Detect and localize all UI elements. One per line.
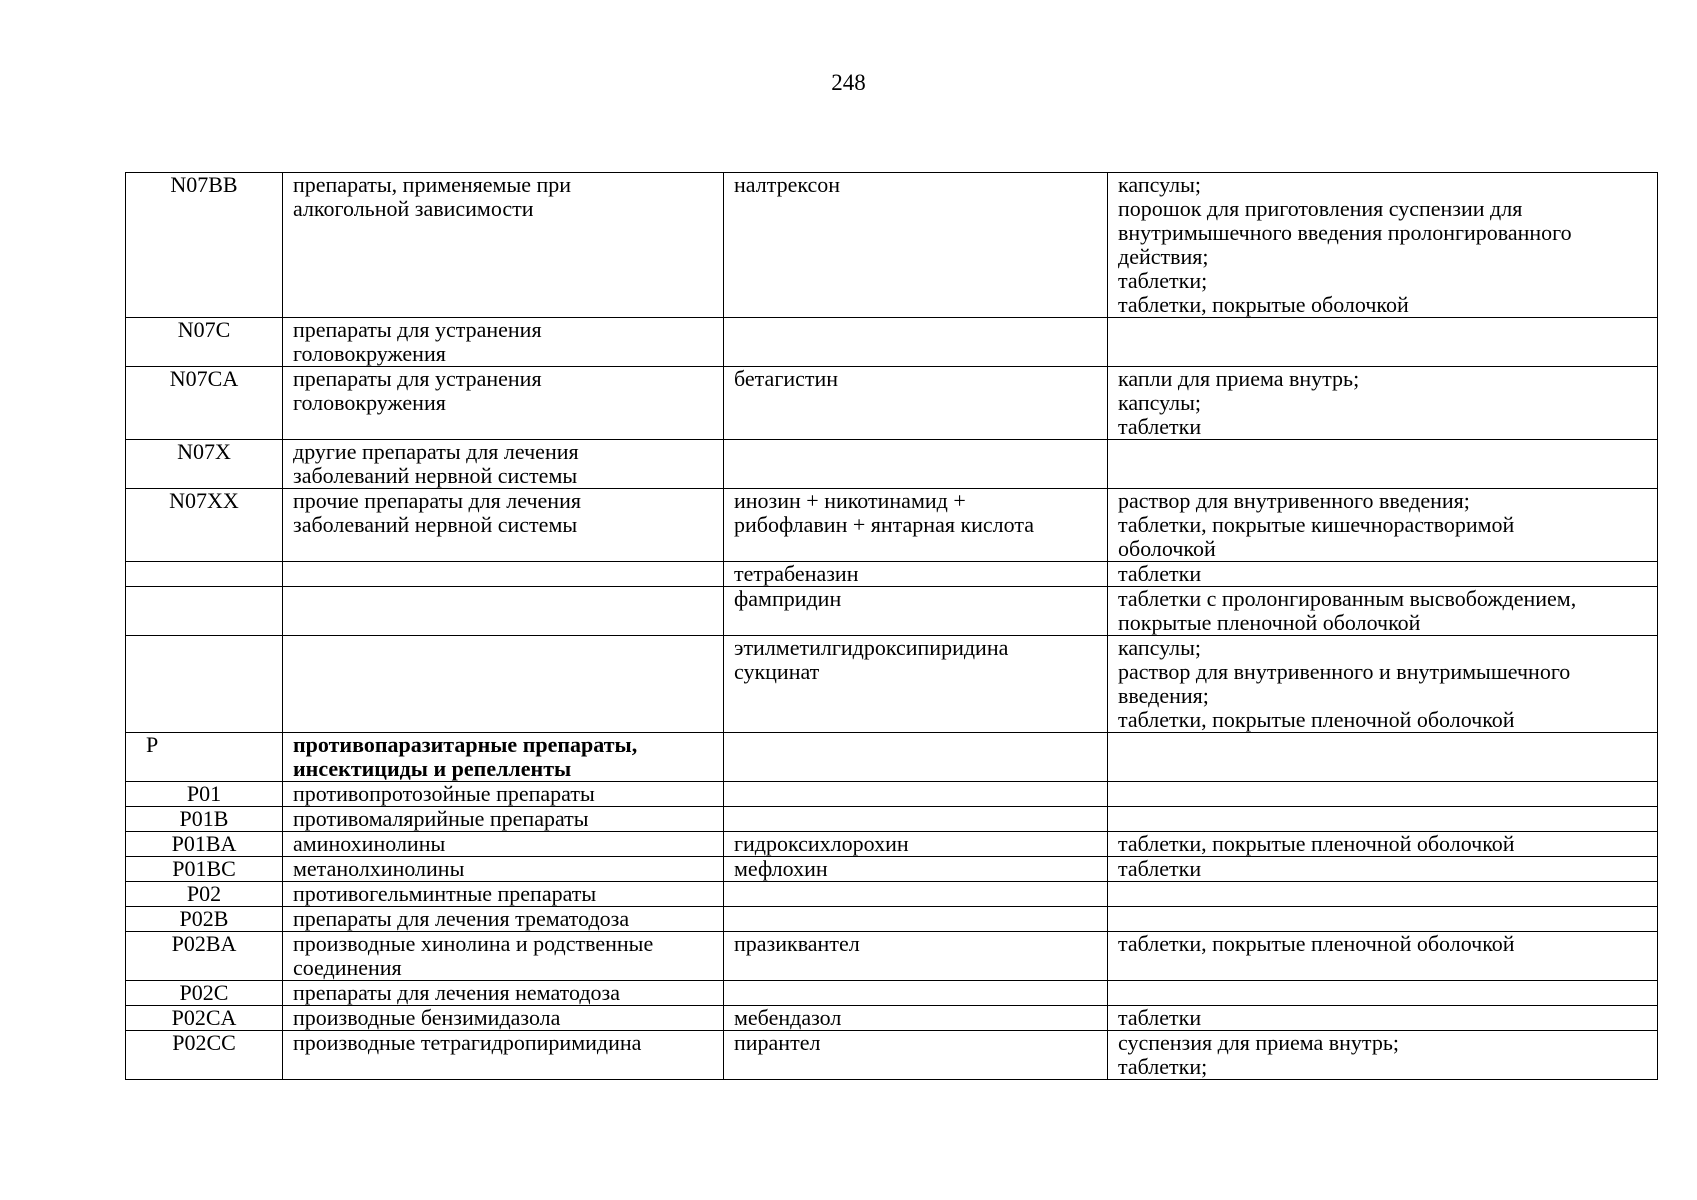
drug-name-cell (724, 907, 1108, 932)
atc-code-cell: P01B (126, 807, 283, 832)
anatomical-therapeutic-group-cell (283, 636, 724, 733)
drug-name-cell: фампридин (724, 587, 1108, 636)
atc-code-cell: N07CA (126, 367, 283, 440)
table-row (126, 367, 1658, 440)
table-row (126, 587, 1658, 636)
anatomical-therapeutic-group-cell: препараты для устранения головокружения (283, 367, 724, 440)
dosage-forms-cell (1108, 733, 1658, 782)
dosage-forms-cell (1108, 807, 1658, 832)
dosage-forms-cell (1108, 882, 1658, 907)
anatomical-therapeutic-group-cell: противопротозойные препараты (283, 782, 724, 807)
anatomical-therapeutic-group-cell (283, 587, 724, 636)
table-row (126, 318, 1658, 367)
atc-code-cell: P02CC (126, 1031, 283, 1080)
table-row (126, 782, 1658, 807)
table-row (126, 733, 1658, 782)
atc-code-cell: N07X (126, 440, 283, 489)
atc-code-cell: P02BA (126, 932, 283, 981)
atc-code-cell: N07BB (126, 173, 283, 318)
dosage-forms-cell: таблетки (1108, 562, 1658, 587)
drug-name-cell (724, 782, 1108, 807)
atc-code-cell: P01BC (126, 857, 283, 882)
anatomical-therapeutic-group-cell: производные бензимидазола (283, 1006, 724, 1031)
table-row (126, 832, 1658, 857)
table-row (126, 440, 1658, 489)
atc-code-cell: P01BA (126, 832, 283, 857)
anatomical-therapeutic-group-cell: препараты для устранения головокружения (283, 318, 724, 367)
drug-name-cell: пирантел (724, 1031, 1108, 1080)
table-row (126, 932, 1658, 981)
table-row (126, 562, 1658, 587)
page-number: 248 (831, 70, 866, 95)
table-row (126, 636, 1658, 733)
anatomical-therapeutic-group-cell: препараты для лечения трематодоза (283, 907, 724, 932)
anatomical-therapeutic-group-cell: аминохинолины (283, 832, 724, 857)
atc-code-cell (126, 636, 283, 733)
drug-name-cell: налтрексон (724, 173, 1108, 318)
dosage-forms-cell: таблетки (1108, 857, 1658, 882)
atc-code-cell: N07C (126, 318, 283, 367)
dosage-forms-cell: таблетки, покрытые пленочной оболочкой (1108, 832, 1658, 857)
drug-name-cell (724, 733, 1108, 782)
drug-name-cell: бетагистин (724, 367, 1108, 440)
anatomical-therapeutic-group-cell (283, 562, 724, 587)
atc-code-cell: P02CA (126, 1006, 283, 1031)
dosage-forms-cell (1108, 981, 1658, 1006)
dosage-forms-cell: таблетки с пролонгированным высвобождением, покрытые пленочной оболочкой (1108, 587, 1658, 636)
drug-name-cell (724, 318, 1108, 367)
table-row (126, 857, 1658, 882)
drug-classification-table (125, 172, 1658, 1080)
anatomical-therapeutic-group-cell: производные хинолина и родственные соединения (283, 932, 724, 981)
drug-name-cell: инозин + никотинамид + рибофлавин + янтарная кислота (724, 489, 1108, 562)
table-row (126, 907, 1658, 932)
anatomical-therapeutic-group-cell: другие препараты для лечения заболеваний нервной системы (283, 440, 724, 489)
atc-code-cell (126, 587, 283, 636)
table-row (126, 882, 1658, 907)
atc-code-cell: P01 (126, 782, 283, 807)
anatomical-therapeutic-group-cell: противопаразитарные препараты, инсектициды и репелленты (283, 733, 724, 782)
atc-code-cell: P02C (126, 981, 283, 1006)
dosage-forms-cell (1108, 907, 1658, 932)
anatomical-therapeutic-group-cell: метанолхинолины (283, 857, 724, 882)
dosage-forms-cell: капсулы; порошок для приготовления суспензии для внутримышечного введения пролонгированного действия; таблетки; таблетки, покрытые оболочкой (1108, 173, 1658, 318)
anatomical-therapeutic-group-cell: препараты, применяемые при алкогольной зависимости (283, 173, 724, 318)
anatomical-therapeutic-group-cell: производные тетрагидропиримидина (283, 1031, 724, 1080)
dosage-forms-cell: суспензия для приема внутрь; таблетки; (1108, 1031, 1658, 1080)
drug-name-cell: мефлохин (724, 857, 1108, 882)
dosage-forms-cell (1108, 782, 1658, 807)
table-row (126, 981, 1658, 1006)
drug-name-cell: гидроксихлорохин (724, 832, 1108, 857)
dosage-forms-cell (1108, 440, 1658, 489)
drug-name-cell: мебендазол (724, 1006, 1108, 1031)
drug-name-cell: тетрабеназин (724, 562, 1108, 587)
atc-code-cell: P (126, 733, 283, 782)
drug-name-cell (724, 882, 1108, 907)
drug-name-cell: празиквантел (724, 932, 1108, 981)
table-row (126, 1031, 1658, 1080)
anatomical-therapeutic-group-cell: противогельминтные препараты (283, 882, 724, 907)
table-body (126, 173, 1658, 1080)
atc-code-cell: P02 (126, 882, 283, 907)
drug-name-cell: этилметилгидроксипиридина сукцинат (724, 636, 1108, 733)
dosage-forms-cell: раствор для внутривенного введения; таблетки, покрытые кишечнорастворимой оболочкой (1108, 489, 1658, 562)
anatomical-therapeutic-group-cell: прочие препараты для лечения заболеваний нервной системы (283, 489, 724, 562)
dosage-forms-cell (1108, 318, 1658, 367)
table-row (126, 173, 1658, 318)
anatomical-therapeutic-group-cell: противомалярийные препараты (283, 807, 724, 832)
drug-name-cell (724, 981, 1108, 1006)
dosage-forms-cell: капсулы; раствор для внутривенного и внутримышечного введения; таблетки, покрытые пленочной оболочкой (1108, 636, 1658, 733)
dosage-forms-cell: таблетки (1108, 1006, 1658, 1031)
dosage-forms-cell: таблетки, покрытые пленочной оболочкой (1108, 932, 1658, 981)
atc-code-cell: N07XX (126, 489, 283, 562)
table-row (126, 1006, 1658, 1031)
table-row (126, 489, 1658, 562)
drug-name-cell (724, 440, 1108, 489)
table-row (126, 807, 1658, 832)
atc-code-cell: P02B (126, 907, 283, 932)
drug-name-cell (724, 807, 1108, 832)
anatomical-therapeutic-group-cell: препараты для лечения нематодоза (283, 981, 724, 1006)
dosage-forms-cell: капли для приема внутрь; капсулы; таблетки (1108, 367, 1658, 440)
atc-code-cell (126, 562, 283, 587)
